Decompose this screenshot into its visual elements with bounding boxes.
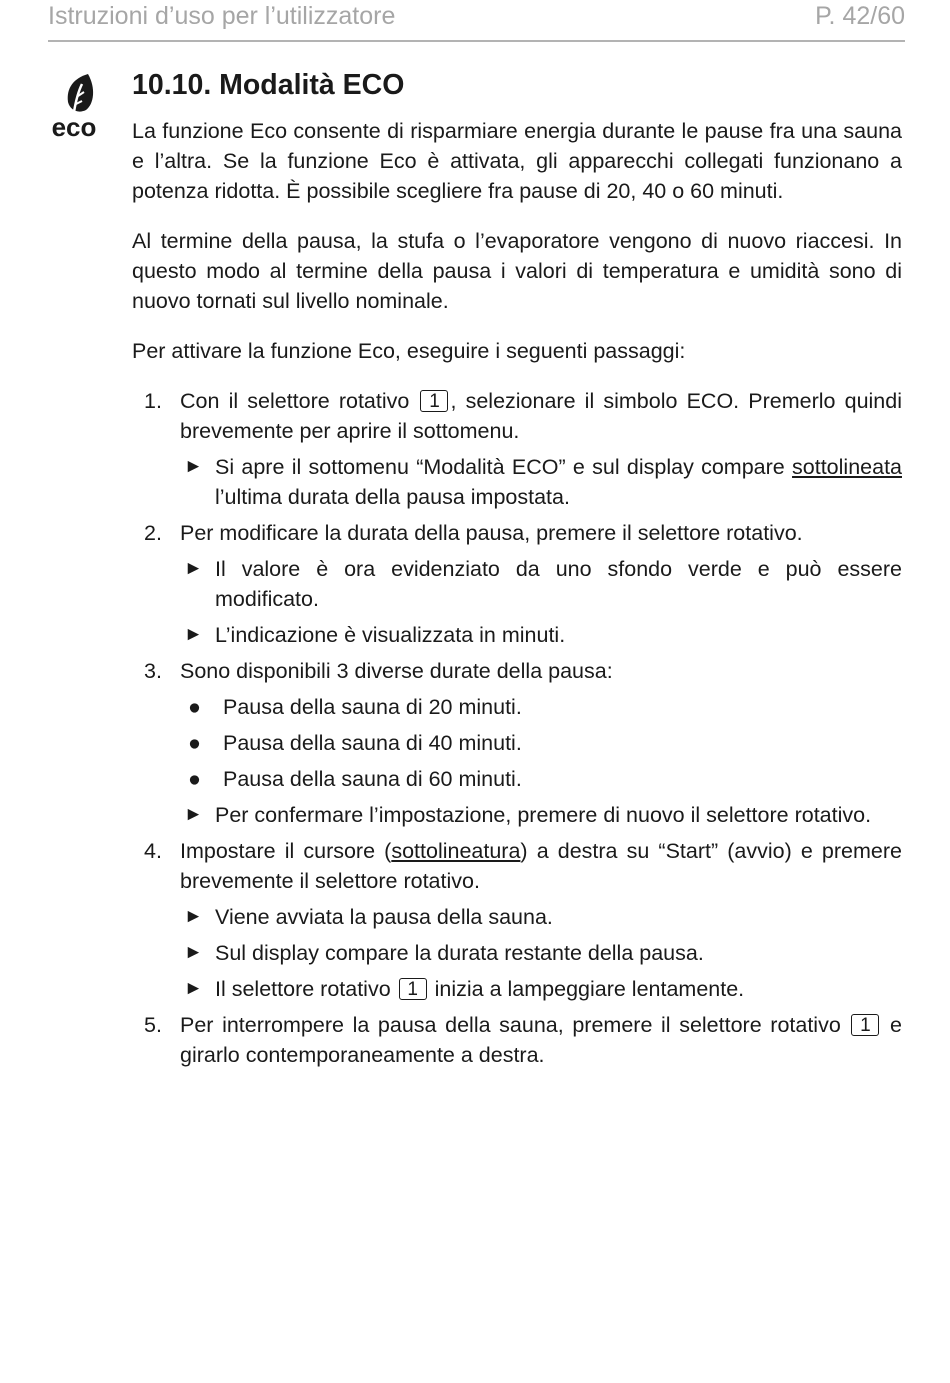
arrow-icon: ► [184,456,203,477]
bullet-item: ● Pausa della sauna di 20 minuti. [180,692,902,722]
section-title: 10.10. Modalità ECO [132,69,405,101]
step-number: 4. [144,839,162,863]
header-title: Istruzioni d’uso per l’utilizzatore [48,2,396,30]
arrow-icon: ► [184,558,203,579]
result-item: ► Si apre il sottomenu “Modalità ECO” e sul display compare sottolineata l’ultima durata della pausa impostata. [180,452,902,512]
intro-paragraph: La funzione Eco consente di risparmiare energia durante le pause fra una sauna e l’altra. Se la funzione Eco è attivata, gli apparecchi collegati funzionano a potenza ridotta. È possibile scegliere fra pause di 20, 40 o 60 minuti. [132,119,902,203]
result-item: ► Viene avviata la pausa della sauna. [180,902,902,932]
section-content [132,66,902,1076]
step-text: Per modificare la durata della pausa, premere il selettore rotativo. [180,521,803,545]
result-item: ► Il valore è ora evidenziato da uno sfondo verde e può essere modificato. [180,554,902,614]
step-number: 1. [144,389,162,413]
step-text: Sono disponibili 3 diverse durate della pausa: [180,659,613,683]
bullet-icon: ● [188,695,201,719]
step-3 [132,656,902,830]
step-1 [132,386,902,512]
step-number: 3. [144,659,162,683]
arrow-icon: ► [184,942,203,963]
step-text: Impostare il cursore (sottolineatura) a destra su “Start” (avvio) e premere brevemente il selettore rotativo. [180,839,902,893]
bullet-icon: ● [188,767,201,791]
result-item: ► Sul display compare la durata restante della pausa. [180,938,902,968]
step-number: 5. [144,1013,162,1037]
rotary-selector-key: 1 [399,978,427,1000]
info-paragraph: Al termine della pausa, la stufa o l’evaporatore vengono di nuovo riaccesi. In questo modo al termine della pausa i valori di temperatura e umidità sono di nuovo tornati sul livello nominale. [132,229,902,313]
page-number: P. 42/60 [815,2,905,30]
eco-leaf-icon [44,70,104,142]
steps-intro: Per attivare la funzione Eco, eseguire i seguenti passaggi: [132,339,686,363]
step-text: Per interrompere la pausa della sauna, premere il selettore rotativo 1 e girarlo contemporaneamente a destra. [180,1013,902,1067]
rotary-selector-key: 1 [851,1014,879,1036]
step-number: 2. [144,521,162,545]
arrow-icon: ► [184,978,203,999]
bullet-item: ● Pausa della sauna di 40 minuti. [180,728,902,758]
step-text: Con il selettore rotativo 1 , selezionare il simbolo ECO. Premerlo quindi brevemente per aprire il sottomenu. [180,389,902,443]
arrow-icon: ► [184,624,203,645]
page-header [48,0,905,42]
result-item: ► Per confermare l’impostazione, premere di nuovo il selettore rotativo. [180,800,902,830]
step-2 [132,518,902,650]
result-item: ► L’indicazione è visualizzata in minuti. [180,620,902,650]
step-4 [132,836,902,1004]
step-5 [132,1010,902,1070]
steps-list [132,386,902,1070]
arrow-icon: ► [184,906,203,927]
bullet-icon: ● [188,731,201,755]
bullet-item: ● Pausa della sauna di 60 minuti. [180,764,902,794]
arrow-icon: ► [184,804,203,825]
eco-label: eco [51,112,97,142]
rotary-selector-key: 1 [420,390,448,412]
result-item: ► Il selettore rotativo 1 inizia a lampeggiare lentamente. [180,974,902,1004]
